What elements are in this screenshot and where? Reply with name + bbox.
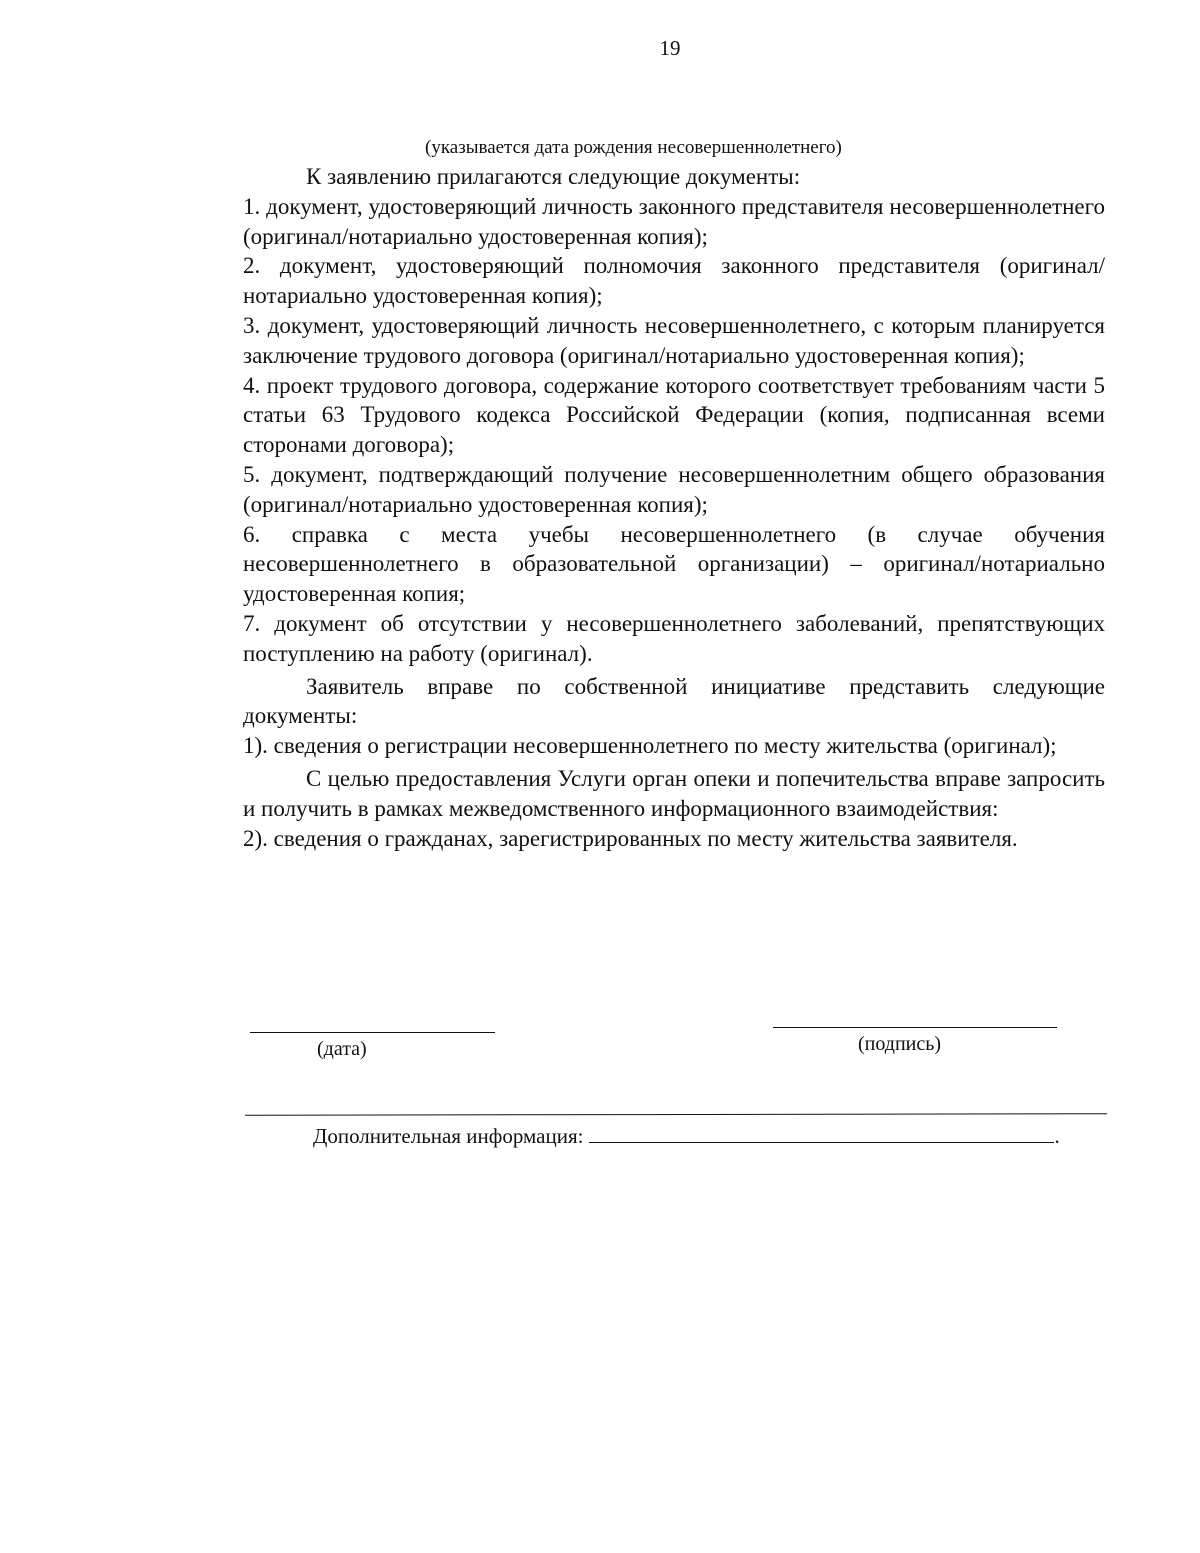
separator-line xyxy=(245,1113,1107,1116)
attachment-item-5: 5. документ, подтверждающий получение несовершеннолетним общего образования (оригинал/нотариально удостоверенная копия); xyxy=(243,461,1105,517)
date-line xyxy=(250,1032,495,1033)
document-body xyxy=(243,162,1105,853)
optional-document-item-1: 1). сведения о регистрации несовершеннолетнего по месту жительства (оригинал); xyxy=(243,733,1057,759)
attachment-item-7: 7. документ об отсутствии у несовершеннолетнего заболеваний, препятствующих поступлению на работу (оригинал). xyxy=(243,610,1105,666)
additional-info xyxy=(313,1124,1060,1149)
attachment-item-2: 2. документ, удостоверяющий полномочия законного представителя (оригинал/ нотариально удостоверенная копия); xyxy=(243,253,1105,309)
attachment-item-1: 1. документ, удостоверяющий личность законного представителя несовершеннолетнего (оригинал/нотариально удостоверенная копия); xyxy=(243,193,1105,249)
interagency-item-2: 2). сведения о гражданах, зарегистрированных по месту жительства заявителя. xyxy=(243,825,1018,851)
additional-info-label: Дополнительная информация: xyxy=(313,1124,584,1148)
interagency-intro: С целью предоставления Услуги орган опеки и попечительства вправе запросить и получить в рамках межведомственного информационного взаимодействия: xyxy=(243,765,1105,821)
attachment-item-3: 3. документ, удостоверяющий личность несовершеннолетнего, с которым планируется заключение трудового договора (оригинал/нотариально удостоверенная копия); xyxy=(243,312,1105,368)
attachment-item-6: 6. справка с места учебы несовершеннолетнего (в случае обучения несовершеннолетнего в образовательной организации) – оригинал/нотариально удостоверенная копия; xyxy=(243,521,1105,607)
signature-caption: (подпись) xyxy=(858,1033,942,1055)
additional-info-end-mark: . xyxy=(1054,1124,1060,1148)
date-caption: (дата) xyxy=(317,1038,367,1060)
birth-date-note: (указывается дата рождения несовершеннолетнего) xyxy=(425,137,842,158)
page-number: 19 xyxy=(659,36,681,60)
attachments-intro: К заявлению прилагаются следующие документы: xyxy=(306,164,801,189)
additional-info-field[interactable] xyxy=(589,1124,1054,1143)
optional-documents-intro: Заявитель вправе по собственной инициативе представить следующие документы: xyxy=(243,673,1105,729)
attachment-item-4: 4. проект трудового договора, содержание которого соответствует требованиям части 5 статьи 63 Трудового кодекса Российской Федерации (копия, подписанная всеми сторонами договора); xyxy=(243,372,1105,458)
signature-line xyxy=(773,1027,1057,1028)
